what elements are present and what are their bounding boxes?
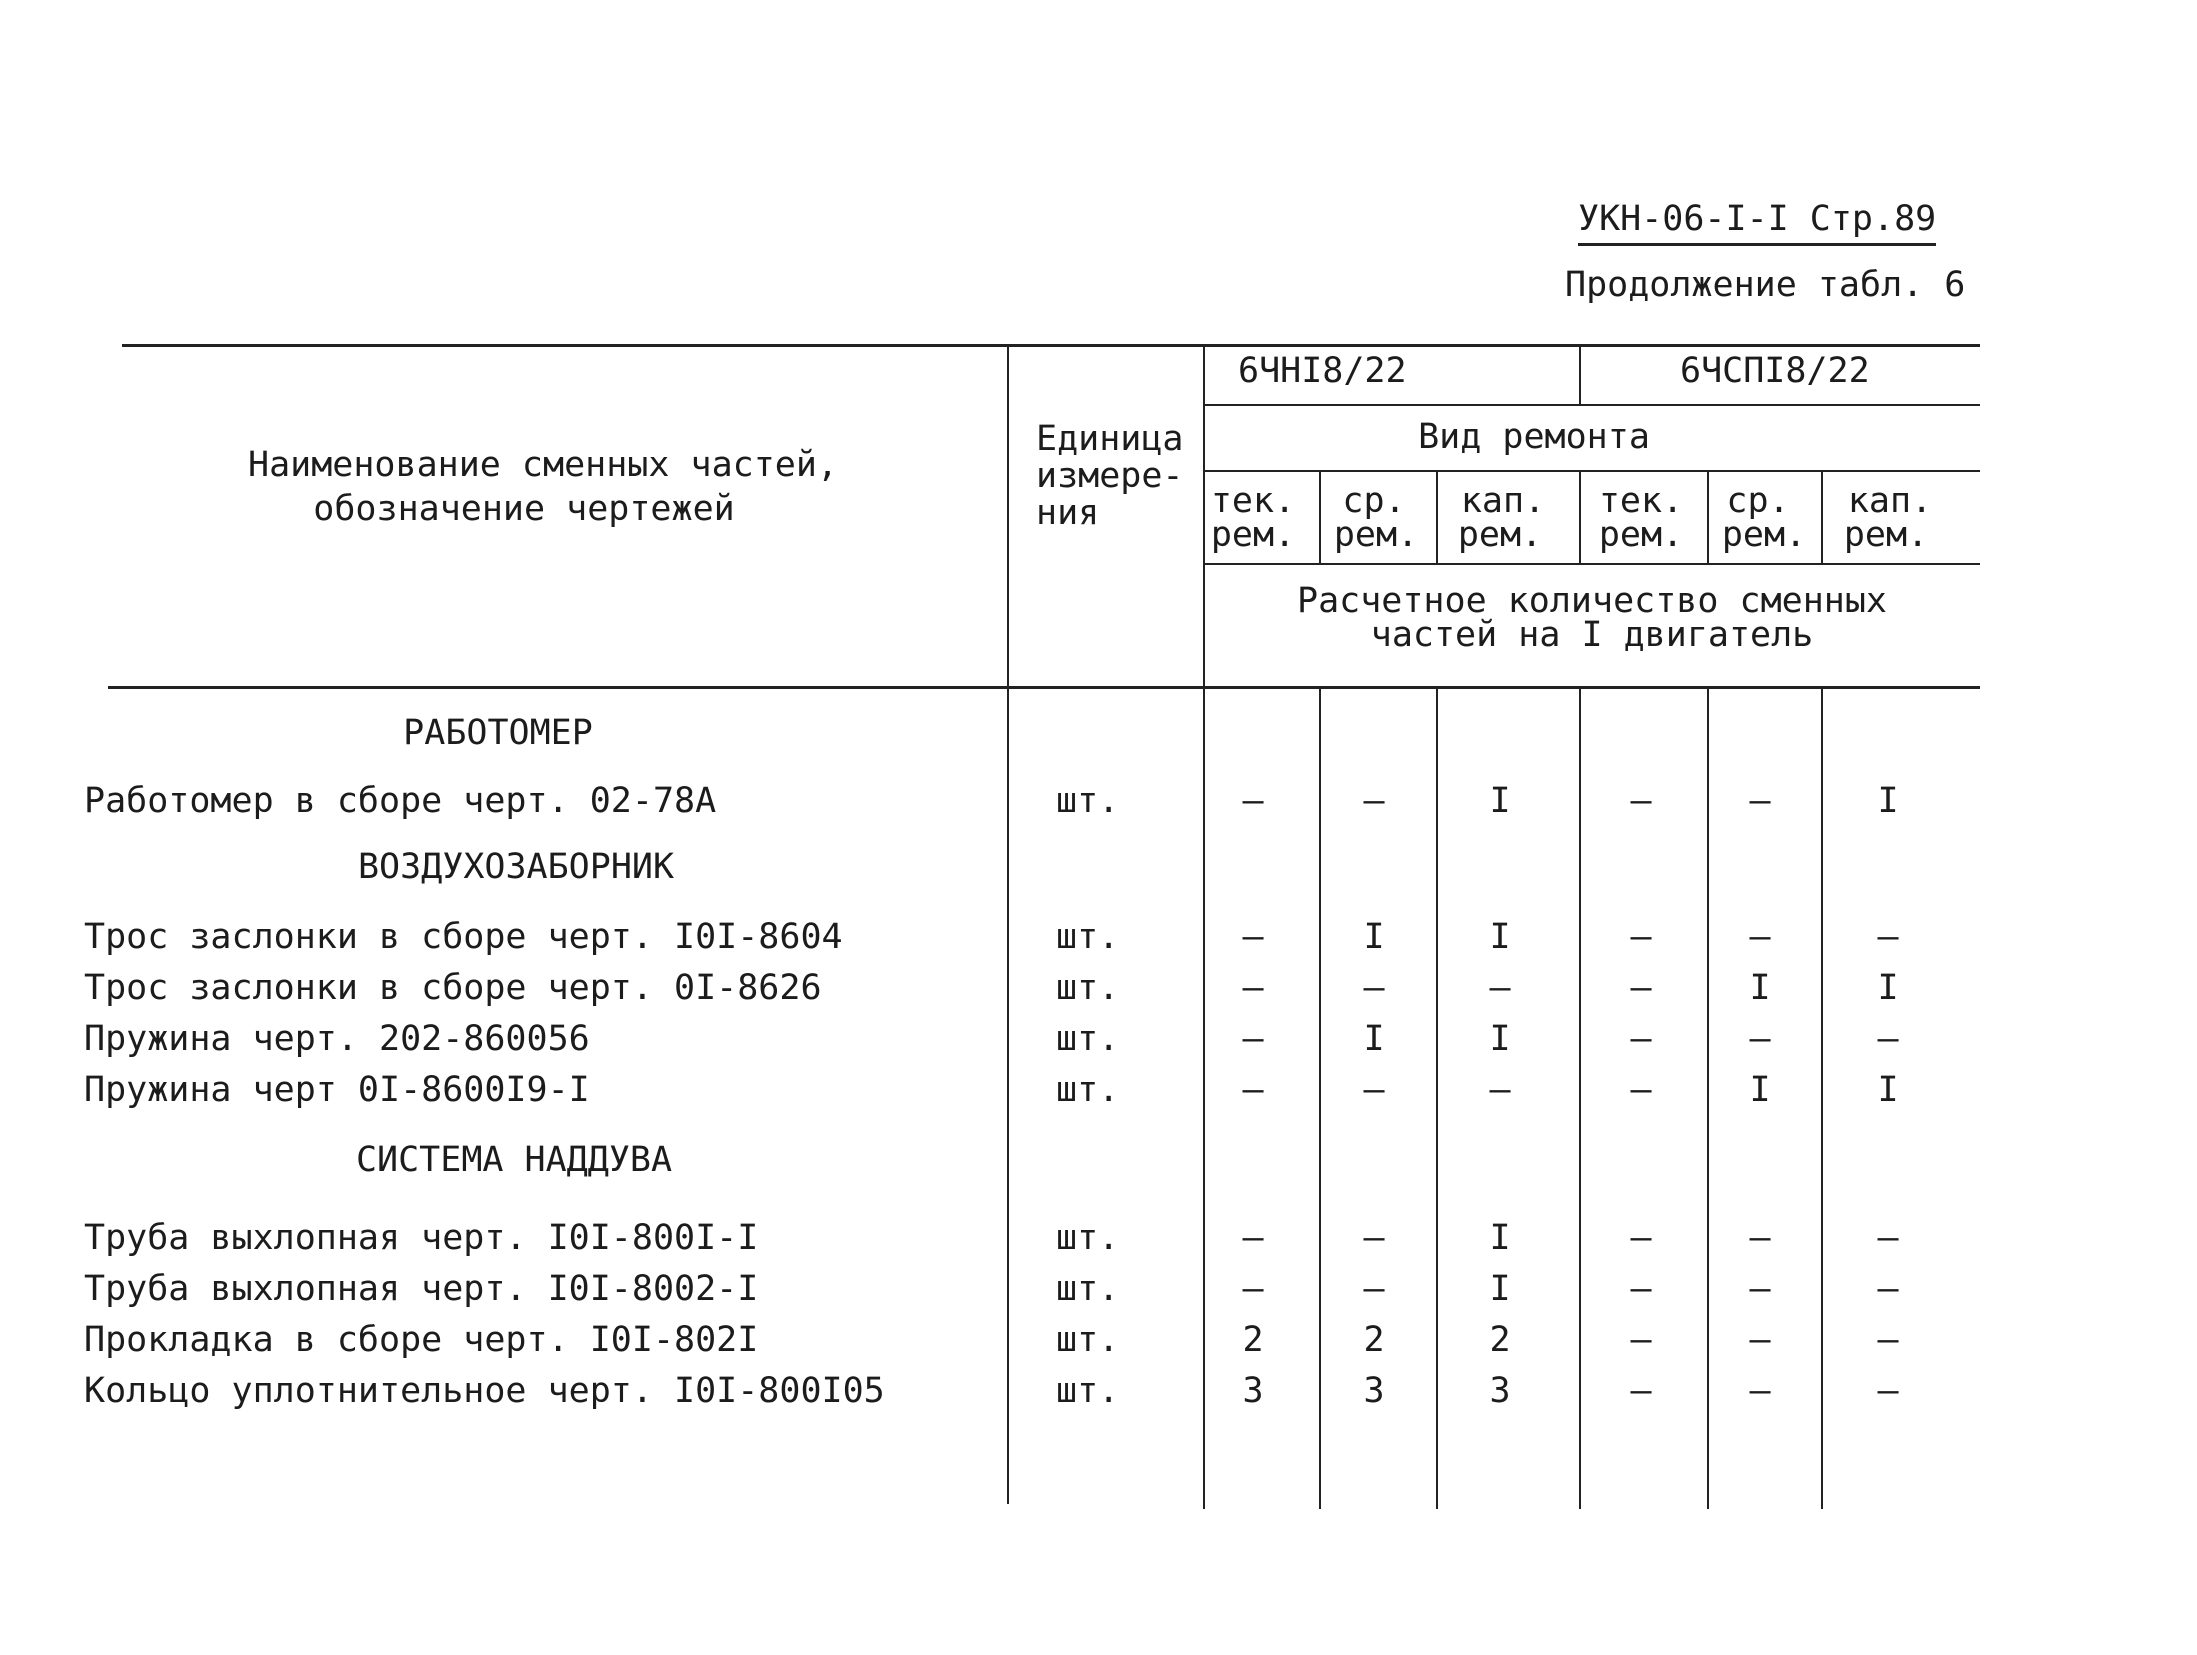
quantity-cell: –	[1877, 1320, 1899, 1360]
quantity-cell: I	[1749, 968, 1771, 1008]
quantity-cell: I	[1749, 1070, 1771, 1110]
calc-header-line2: частей на I двигатель	[1370, 615, 1814, 655]
unit-column-header-line3: ния	[1036, 493, 1100, 533]
table-top-rule	[122, 344, 1980, 347]
unit-column-header-line1: Единица	[1036, 419, 1184, 459]
engine-2-label: 6ЧСПI8/22	[1680, 351, 1870, 391]
unit-cell: шт.	[1056, 1320, 1120, 1360]
quantity-cell: I	[1363, 917, 1385, 957]
quantity-cell: –	[1489, 1070, 1511, 1110]
quantity-cell: –	[1242, 1019, 1264, 1059]
unit-cell: шт.	[1056, 1371, 1120, 1411]
subcol-6-line1: кап.	[1847, 481, 1933, 521]
quantity-cell: –	[1242, 781, 1264, 821]
subcol-divider-4	[1707, 686, 1709, 1509]
engine-1-label: 6ЧНI8/22	[1238, 351, 1407, 391]
quantity-cell: –	[1489, 968, 1511, 1008]
quantity-cell: 3	[1242, 1371, 1264, 1411]
quantity-cell: –	[1630, 968, 1652, 1008]
subcol-3-line1: кап.	[1460, 481, 1546, 521]
quantity-cell: –	[1242, 1070, 1264, 1110]
quantity-cell: I	[1489, 781, 1511, 821]
part-name: Прокладка в сборе черт. I0I-802I	[84, 1320, 759, 1360]
quantity-cell: –	[1749, 1019, 1771, 1059]
unit-cell: шт.	[1056, 1070, 1120, 1110]
section-title: РАБОТОМЕР	[403, 713, 593, 753]
quantity-cell: –	[1749, 1218, 1771, 1258]
unit-values-divider	[1203, 344, 1205, 1509]
subcol-4-line2: рем.	[1598, 515, 1684, 555]
subcol-divider-2-head	[1436, 470, 1438, 563]
part-name: Работомер в сборе черт. 02-78А	[84, 781, 717, 821]
quantity-cell: –	[1242, 917, 1264, 957]
quantity-cell: –	[1630, 1218, 1652, 1258]
subcol-4-line1: тек.	[1598, 481, 1684, 521]
quantity-cell: –	[1749, 781, 1771, 821]
quantity-cell: –	[1877, 1218, 1899, 1258]
quantity-cell: –	[1630, 1019, 1652, 1059]
quantity-cell: –	[1242, 1218, 1264, 1258]
part-name: Пружина черт 0I-8600I9-I	[84, 1070, 590, 1110]
name-column-header-line2: обозначение чертежей	[313, 489, 735, 529]
quantity-cell: –	[1749, 1269, 1771, 1309]
part-name: Трос заслонки в сборе черт. 0I-8626	[84, 968, 822, 1008]
quantity-cell: –	[1630, 917, 1652, 957]
subcol-divider-3-head	[1579, 470, 1581, 563]
quantity-cell: –	[1877, 917, 1899, 957]
subcol-1-line1: тек.	[1210, 481, 1296, 521]
subcol-5-line2: рем.	[1721, 515, 1807, 555]
quantity-cell: I	[1489, 1218, 1511, 1258]
quantity-cell: –	[1877, 1269, 1899, 1309]
quantity-cell: –	[1877, 1371, 1899, 1411]
quantity-cell: –	[1363, 1070, 1385, 1110]
subcol-rule	[1204, 563, 1980, 565]
quantity-cell: –	[1877, 1019, 1899, 1059]
quantity-cell: I	[1363, 1019, 1385, 1059]
subcol-divider-5	[1821, 686, 1823, 1509]
part-name: Пружина черт. 202-860056	[84, 1019, 590, 1059]
quantity-cell: –	[1630, 1269, 1652, 1309]
quantity-cell: –	[1242, 1269, 1264, 1309]
quantity-cell: I	[1877, 968, 1899, 1008]
part-name: Труба выхлопная черт. I0I-8002-I	[84, 1269, 759, 1309]
quantity-cell: 3	[1363, 1371, 1385, 1411]
calc-header-line1: Расчетное количество сменных	[1296, 581, 1888, 621]
quantity-cell: –	[1749, 1371, 1771, 1411]
quantity-cell: I	[1489, 1269, 1511, 1309]
name-column-header-line1: Наименование сменных частей,	[247, 445, 839, 485]
quantity-cell: –	[1363, 1269, 1385, 1309]
quantity-cell: –	[1630, 781, 1652, 821]
subcol-divider-2	[1436, 686, 1438, 1509]
subcol-1-line2: рем.	[1210, 515, 1296, 555]
subcol-3-line2: рем.	[1457, 515, 1543, 555]
subcol-2-line1: ср.	[1342, 481, 1406, 521]
quantity-cell: 3	[1489, 1371, 1511, 1411]
quantity-cell: I	[1877, 781, 1899, 821]
quantity-cell: –	[1242, 968, 1264, 1008]
part-name: Труба выхлопная черт. I0I-800I-I	[84, 1218, 759, 1258]
quantity-cell: –	[1749, 917, 1771, 957]
subcol-divider-1	[1319, 686, 1321, 1509]
subcol-divider-4-head	[1707, 470, 1709, 563]
header-bottom-rule	[108, 686, 1980, 689]
unit-cell: шт.	[1056, 1019, 1120, 1059]
unit-cell: шт.	[1056, 1218, 1120, 1258]
quantity-cell: –	[1363, 781, 1385, 821]
quantity-cell: –	[1630, 1320, 1652, 1360]
subcol-divider-5-head	[1821, 470, 1823, 563]
section-title: ВОЗДУХОЗАБОРНИК	[357, 847, 675, 887]
repair-type-label: Вид ремонта	[1418, 417, 1650, 457]
subcol-6-line2: рем.	[1843, 515, 1929, 555]
table-continuation-label: Продолжение табл. 6	[1565, 265, 1966, 305]
quantity-cell: –	[1630, 1371, 1652, 1411]
quantity-cell: 2	[1489, 1320, 1511, 1360]
quantity-cell: 2	[1363, 1320, 1385, 1360]
unit-column-header-line2: измере-	[1036, 456, 1184, 496]
quantity-cell: I	[1877, 1070, 1899, 1110]
unit-cell: шт.	[1056, 781, 1120, 821]
subcol-2-line2: рем.	[1333, 515, 1419, 555]
quantity-cell: –	[1363, 968, 1385, 1008]
quantity-cell: I	[1489, 1019, 1511, 1059]
quantity-cell: –	[1630, 1070, 1652, 1110]
subcol-divider-3	[1579, 686, 1581, 1509]
subcol-5-line1: ср.	[1726, 481, 1790, 521]
engine-header-rule	[1204, 404, 1980, 406]
quantity-cell: –	[1363, 1218, 1385, 1258]
quantity-cell: 2	[1242, 1320, 1264, 1360]
part-name: Кольцо уплотнительное черт. I0I-800I05	[84, 1371, 885, 1411]
unit-cell: шт.	[1056, 1269, 1120, 1309]
name-unit-divider	[1007, 344, 1009, 1504]
engine-divider	[1579, 344, 1581, 404]
subcol-divider-1-head	[1319, 470, 1321, 563]
part-name: Трос заслонки в сборе черт. I0I-8604	[84, 917, 843, 957]
quantity-cell: I	[1489, 917, 1511, 957]
unit-cell: шт.	[1056, 968, 1120, 1008]
document-reference: УКН-06-I-I Стр.89	[1578, 202, 1936, 246]
section-title: СИСТЕМА НАДДУВА	[355, 1140, 673, 1180]
unit-cell: шт.	[1056, 917, 1120, 957]
quantity-cell: –	[1749, 1320, 1771, 1360]
